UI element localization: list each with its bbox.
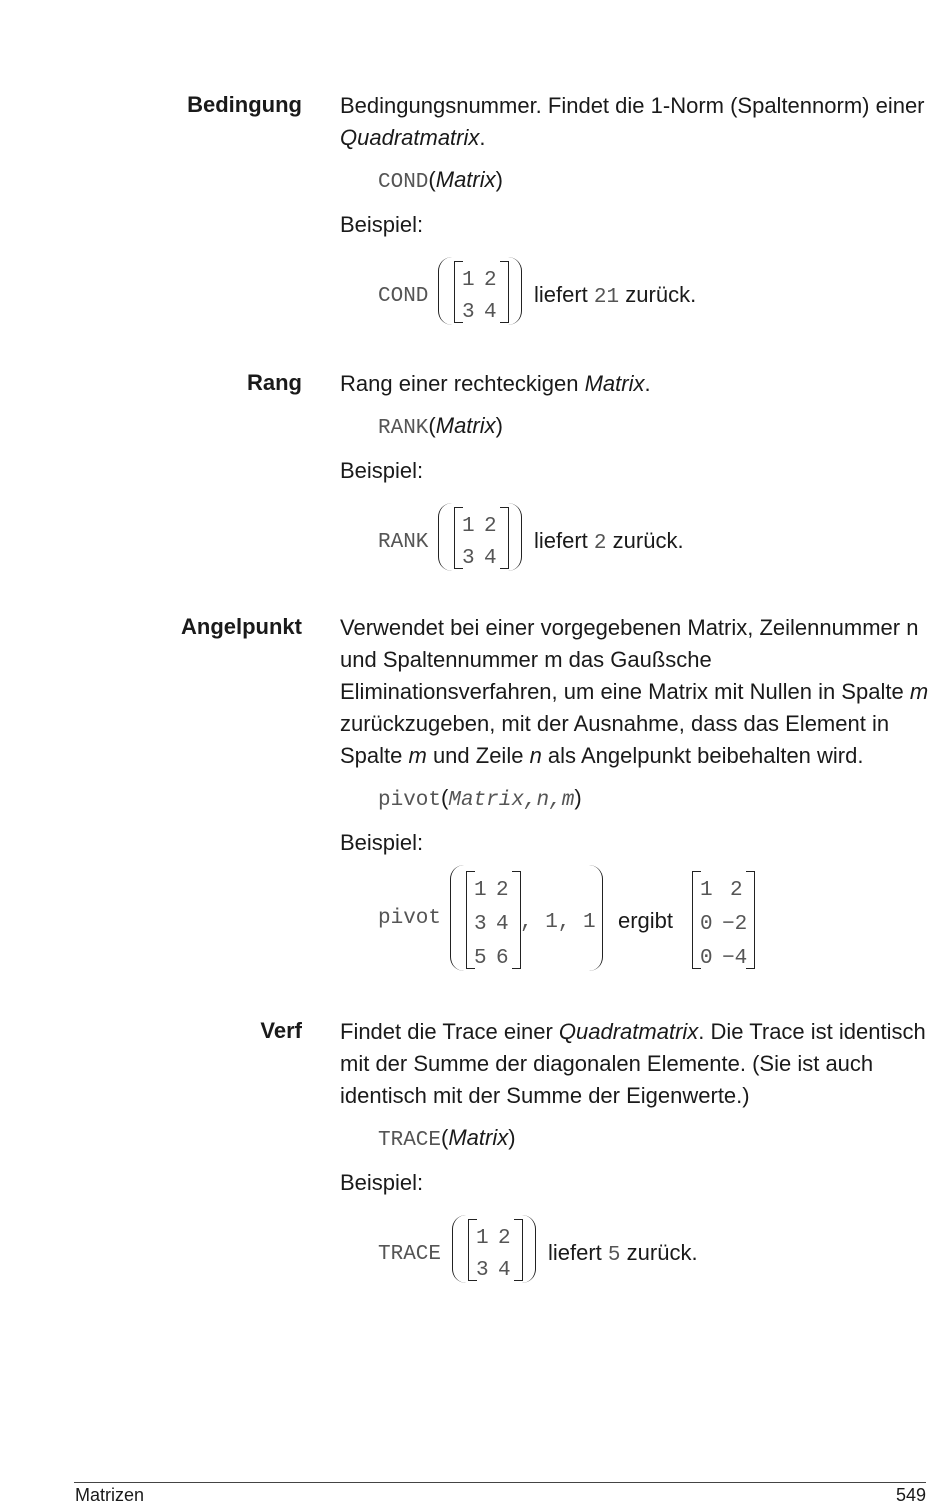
- right-paren: [588, 865, 603, 971]
- example-label: Beispiel:: [340, 458, 424, 483]
- footer-section: Matrizen: [75, 1485, 145, 1505]
- syntax-line: COND(Matrix): [378, 167, 503, 194]
- description-text: zurückzugeben, mit der Ausnahme, dass das Element in Spalte: [340, 711, 890, 768]
- term-label: Angelpunkt: [181, 614, 302, 639]
- matrix-cell: 1: [476, 1227, 489, 1250]
- description-emphasis: m: [909, 679, 929, 704]
- entry-body: [340, 368, 930, 581]
- syntax-line: RANK(Matrix): [378, 413, 503, 440]
- right-paren: [521, 1215, 536, 1283]
- example-result: [534, 279, 696, 314]
- matrix-cell: 6: [496, 947, 509, 970]
- page-number: 549: [895, 1485, 926, 1505]
- term-label: Bedingung: [187, 92, 302, 117]
- left-paren: [450, 865, 465, 971]
- description-emphasis: m: [408, 743, 427, 768]
- result-value: 2: [593, 532, 607, 555]
- example-function: COND: [378, 285, 429, 308]
- matrix-cell: 4: [484, 301, 497, 324]
- result-matrix-cell: 1: [700, 879, 713, 902]
- right-paren: [507, 257, 522, 325]
- result-text: zurück.: [612, 528, 684, 553]
- syntax-function: TRACE: [378, 1129, 442, 1152]
- result-value: 5: [607, 1244, 621, 1267]
- example-function: TRACE: [378, 1243, 442, 1266]
- example-function: RANK: [378, 531, 429, 554]
- entry-body: [340, 612, 930, 979]
- footer-rule: [74, 1482, 926, 1483]
- syntax-argument: Matrix: [448, 1125, 509, 1150]
- description-text: als Angelpunkt beibehalten wird.: [541, 743, 864, 768]
- example-result: [534, 525, 684, 560]
- result-matrix-cell: 0: [700, 947, 713, 970]
- right-paren: [507, 503, 522, 571]
- description: [340, 1016, 930, 1112]
- matrix-cell: 1: [462, 515, 475, 538]
- result-matrix-cell: 2: [730, 879, 743, 902]
- matrix-cell: 1: [474, 879, 487, 902]
- result-matrix-cell: 0: [700, 913, 713, 936]
- description-text: Verwendet bei einer vorgegebenen Matrix, Zeilennummer n und Spaltennummer m das Gaußsche Eliminationsverfahren, um eine Matrix mit Nullen in Spalte: [340, 615, 919, 704]
- example-formula: [378, 255, 930, 335]
- result-text: liefert: [548, 1240, 602, 1265]
- matrix-cell: 4: [498, 1259, 511, 1282]
- example-formula: [378, 1213, 930, 1293]
- example-arguments: , 1, 1: [520, 911, 596, 934]
- matrix-cell: 1: [462, 269, 475, 292]
- example-formula: [378, 863, 930, 979]
- description-text: Bedingungsnummer. Findet die 1-Norm (Spaltennorm) einer: [340, 93, 925, 118]
- entry-body: [340, 90, 930, 335]
- matrix-cell: 2: [484, 269, 497, 292]
- entry-body: [340, 1016, 930, 1293]
- matrix-cell: 4: [484, 547, 497, 570]
- example-formula: [378, 501, 930, 581]
- matrix-cell: 3: [474, 913, 487, 936]
- example-result: [548, 1237, 698, 1272]
- result-text: liefert: [534, 282, 588, 307]
- left-paren: [452, 1215, 467, 1283]
- result-text: zurück.: [626, 1240, 698, 1265]
- syntax-function: pivot: [378, 789, 442, 812]
- result-matrix-cell: −4: [722, 947, 748, 970]
- result-text: zurück.: [625, 282, 697, 307]
- term-label: Rang: [247, 370, 302, 395]
- example-label: Beispiel:: [340, 212, 424, 237]
- matrix-cell: 3: [476, 1259, 489, 1282]
- description-emphasis: Matrix: [584, 371, 645, 396]
- term-label: Verf: [260, 1018, 302, 1043]
- result-text: ergibt: [618, 908, 674, 933]
- description-emphasis: Quadratmatrix: [558, 1019, 699, 1044]
- description-text: .: [644, 371, 651, 396]
- description: [340, 612, 930, 772]
- example-function: pivot: [378, 907, 442, 930]
- right-bracket: [746, 871, 755, 969]
- description: [340, 90, 930, 154]
- syntax-argument: Matrix: [435, 167, 496, 192]
- left-paren: [438, 503, 453, 571]
- result-text: liefert: [534, 528, 588, 553]
- description-text: Rang einer rechteckigen: [340, 371, 585, 396]
- syntax-line: pivot(Matrix,n,m): [378, 785, 582, 812]
- description: [340, 368, 930, 400]
- syntax-line: TRACE(Matrix): [378, 1125, 516, 1152]
- description-emphasis: Quadratmatrix: [340, 125, 480, 150]
- description-text: .: [479, 125, 486, 150]
- left-paren: [438, 257, 453, 325]
- result-value: 21: [593, 286, 620, 309]
- description-emphasis: n: [529, 743, 542, 768]
- matrix-cell: 5: [474, 947, 487, 970]
- description-text: und Zeile: [426, 743, 530, 768]
- matrix-cell: 2: [496, 879, 509, 902]
- matrix-cell: 3: [462, 301, 475, 324]
- matrix-cell: 3: [462, 547, 475, 570]
- example-label: Beispiel:: [340, 830, 424, 855]
- example-label: Beispiel:: [340, 1170, 424, 1195]
- syntax-function: RANK: [378, 417, 429, 440]
- matrix-cell: 2: [484, 515, 497, 538]
- syntax-argument: Matrix: [435, 413, 496, 438]
- description-text: . Die Trace ist identisch mit der Summe der diagonalen Elemente. (Sie ist auch identisch mit der Summe der Eigenwerte.): [340, 1019, 926, 1108]
- matrix-cell: 4: [496, 913, 509, 936]
- syntax-argument: Matrix,n,m: [448, 789, 575, 812]
- matrix-cell: 2: [498, 1227, 511, 1250]
- syntax-function: COND: [378, 171, 429, 194]
- description-text: Findet die Trace einer: [340, 1019, 559, 1044]
- result-matrix-cell: −2: [722, 913, 748, 936]
